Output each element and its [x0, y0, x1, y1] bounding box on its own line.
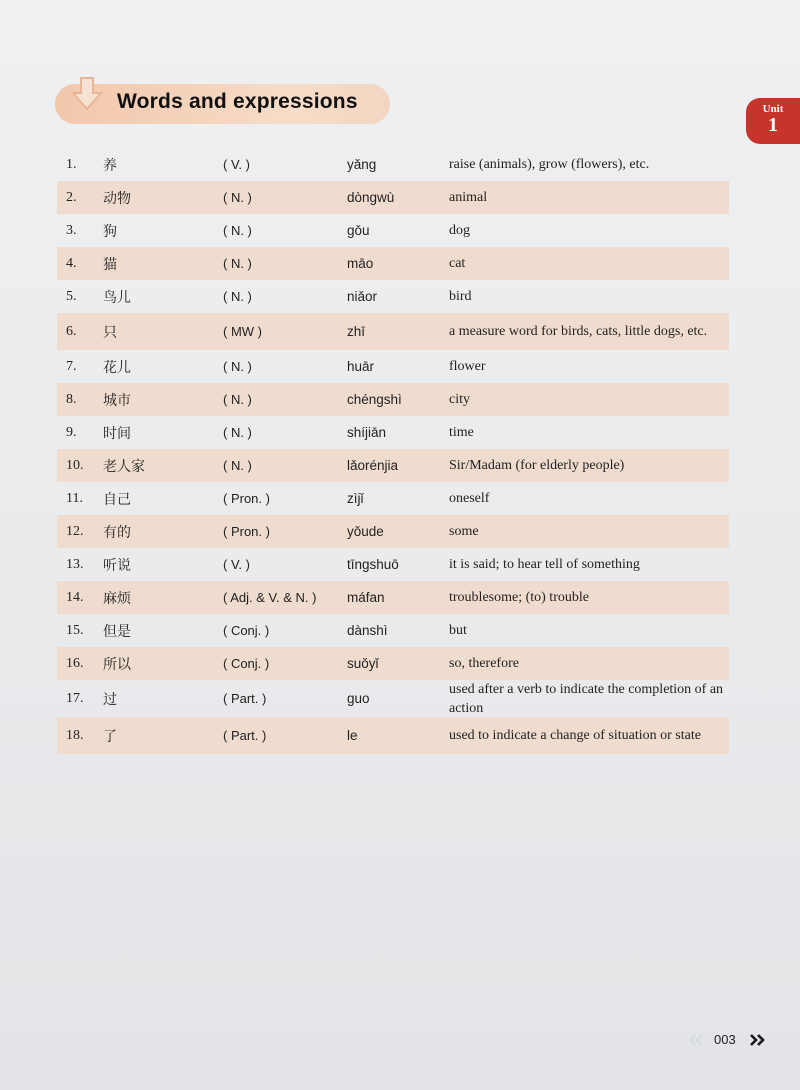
vocab-pinyin: dànshì	[347, 623, 388, 638]
vocab-number: 13.	[66, 556, 84, 572]
unit-tab	[746, 98, 800, 144]
vocab-part-of-speech: ( N. )	[223, 425, 252, 440]
vocab-hanzi: 麻烦	[103, 590, 131, 607]
vocab-row	[57, 247, 729, 280]
vocab-number: 14.	[66, 589, 84, 605]
vocab-number: 4.	[66, 255, 77, 271]
vocab-hanzi: 自己	[103, 491, 131, 508]
vocab-pinyin: le	[347, 728, 358, 743]
vocab-meaning: used to indicate a change of situation or state	[449, 728, 701, 743]
vocab-pinyin: yǎng	[347, 157, 377, 172]
vocab-meaning: used after a verb to indicate the completion of an action	[449, 681, 724, 716]
vocab-number: 1.	[66, 156, 77, 172]
vocab-pinyin: zìjǐ	[347, 491, 364, 506]
vocab-meaning: time	[449, 425, 474, 440]
vocab-pinyin: dòngwù	[347, 190, 395, 205]
vocab-meaning: city	[449, 392, 470, 407]
vocab-hanzi: 老人家	[103, 458, 145, 475]
vocab-hanzi: 有的	[103, 524, 131, 541]
vocab-pinyin: māo	[347, 256, 374, 271]
vocab-part-of-speech: ( N. )	[223, 392, 252, 407]
vocab-number: 12.	[66, 523, 84, 539]
vocab-part-of-speech: ( Pron. )	[223, 491, 270, 506]
vocab-meaning: a measure word for birds, cats, little dogs, etc.	[449, 324, 708, 339]
unit-number: 1	[768, 114, 778, 136]
vocab-row	[57, 515, 729, 548]
vocab-hanzi: 养	[103, 157, 117, 174]
vocab-meaning: but	[449, 623, 467, 638]
vocab-meaning: some	[449, 524, 479, 539]
vocab-row	[57, 280, 729, 313]
vocab-pinyin: lǎorénjia	[347, 458, 399, 473]
vocab-row	[57, 214, 729, 247]
vocab-hanzi: 猫	[103, 256, 117, 273]
vocab-part-of-speech: ( V. )	[223, 557, 250, 572]
vocab-pinyin: tīngshuō	[347, 557, 399, 572]
section-title: Words and expressions	[117, 90, 358, 113]
vocab-number: 5.	[66, 288, 77, 304]
vocab-row	[57, 614, 729, 647]
vocab-meaning: animal	[449, 190, 488, 205]
vocab-hanzi: 动物	[103, 190, 131, 207]
vocab-row	[57, 383, 729, 416]
vocab-part-of-speech: ( N. )	[223, 359, 252, 374]
vocab-row	[57, 647, 729, 680]
vocab-pinyin: yǒude	[347, 524, 384, 539]
vocab-hanzi: 但是	[103, 623, 131, 640]
vocab-part-of-speech: ( Conj. )	[223, 656, 270, 671]
vocab-meaning: so, therefore	[449, 656, 519, 671]
double-chevron-right-icon	[749, 1034, 767, 1046]
vocab-number: 10.	[66, 457, 84, 473]
vocab-meaning: it is said; to hear tell of something	[449, 557, 640, 572]
vocab-hanzi: 狗	[103, 223, 117, 240]
vocab-part-of-speech: ( Conj. )	[223, 623, 270, 638]
vocabulary-table	[57, 148, 729, 754]
vocab-pinyin: máfan	[347, 590, 385, 605]
vocab-meaning: oneself	[449, 491, 490, 506]
vocab-hanzi: 过	[103, 691, 117, 708]
vocab-hanzi: 听说	[103, 557, 131, 574]
vocab-part-of-speech: ( MW )	[223, 324, 262, 339]
footer-decoration-icon	[686, 1034, 708, 1046]
vocab-pinyin: gǒu	[347, 223, 370, 238]
vocab-row	[57, 717, 729, 754]
vocab-meaning: flower	[449, 359, 486, 374]
vocab-hanzi: 城市	[103, 392, 131, 409]
vocab-number: 11.	[66, 490, 83, 506]
vocab-row	[57, 350, 729, 383]
vocab-part-of-speech: ( Part. )	[223, 691, 267, 706]
vocab-meaning: Sir/Madam (for elderly people)	[449, 458, 625, 473]
down-arrow-icon	[70, 76, 104, 114]
vocab-part-of-speech: ( N. )	[223, 289, 252, 304]
vocab-number: 17.	[66, 690, 84, 706]
vocab-part-of-speech: ( N. )	[223, 256, 252, 271]
vocab-number: 15.	[66, 622, 84, 638]
vocab-part-of-speech: ( N. )	[223, 190, 252, 205]
vocab-hanzi: 时间	[103, 425, 131, 442]
vocab-row	[57, 581, 729, 614]
vocab-meaning: bird	[449, 289, 472, 304]
vocab-part-of-speech: ( Pron. )	[223, 524, 270, 539]
vocab-pinyin: guo	[347, 691, 370, 706]
page-number: 003	[714, 1032, 736, 1047]
vocab-meaning: cat	[449, 256, 466, 271]
vocab-part-of-speech: ( N. )	[223, 223, 252, 238]
vocab-part-of-speech: ( N. )	[223, 458, 252, 473]
vocab-number: 2.	[66, 189, 77, 205]
vocab-meaning: troublesome; (to) trouble	[449, 590, 589, 605]
vocab-number: 3.	[66, 222, 77, 238]
vocab-row	[57, 313, 729, 350]
vocab-number: 16.	[66, 655, 84, 671]
vocab-row	[57, 449, 729, 482]
vocab-pinyin: shíjiān	[347, 425, 387, 440]
vocab-part-of-speech: ( V. )	[223, 157, 250, 172]
vocab-row	[57, 148, 729, 181]
vocab-row	[57, 680, 729, 717]
vocab-row	[57, 548, 729, 581]
vocab-row	[57, 181, 729, 214]
vocab-meaning: raise (animals), grow (flowers), etc.	[449, 157, 650, 172]
vocab-number: 6.	[66, 323, 77, 339]
vocab-pinyin: chéngshì	[347, 392, 402, 407]
vocab-number: 8.	[66, 391, 77, 407]
vocab-number: 9.	[66, 424, 77, 440]
vocab-number: 18.	[66, 727, 84, 743]
vocab-hanzi: 鸟儿	[103, 289, 131, 306]
vocab-pinyin: zhī	[347, 324, 366, 339]
vocab-part-of-speech: ( Part. )	[223, 728, 267, 743]
vocab-pinyin: huār	[347, 359, 375, 374]
unit-label: Unit	[762, 103, 784, 115]
vocab-row	[57, 416, 729, 449]
vocab-pinyin: suǒyǐ	[347, 656, 379, 671]
vocab-number: 7.	[66, 358, 77, 374]
vocab-hanzi: 花儿	[103, 359, 131, 376]
vocab-pinyin: niǎor	[347, 289, 378, 304]
vocab-part-of-speech: ( Adj. & V. & N. )	[223, 590, 317, 605]
vocab-meaning: dog	[449, 223, 470, 238]
vocab-hanzi: 了	[103, 728, 117, 745]
vocab-hanzi: 所以	[103, 656, 131, 673]
vocab-row	[57, 482, 729, 515]
vocab-hanzi: 只	[103, 324, 117, 341]
